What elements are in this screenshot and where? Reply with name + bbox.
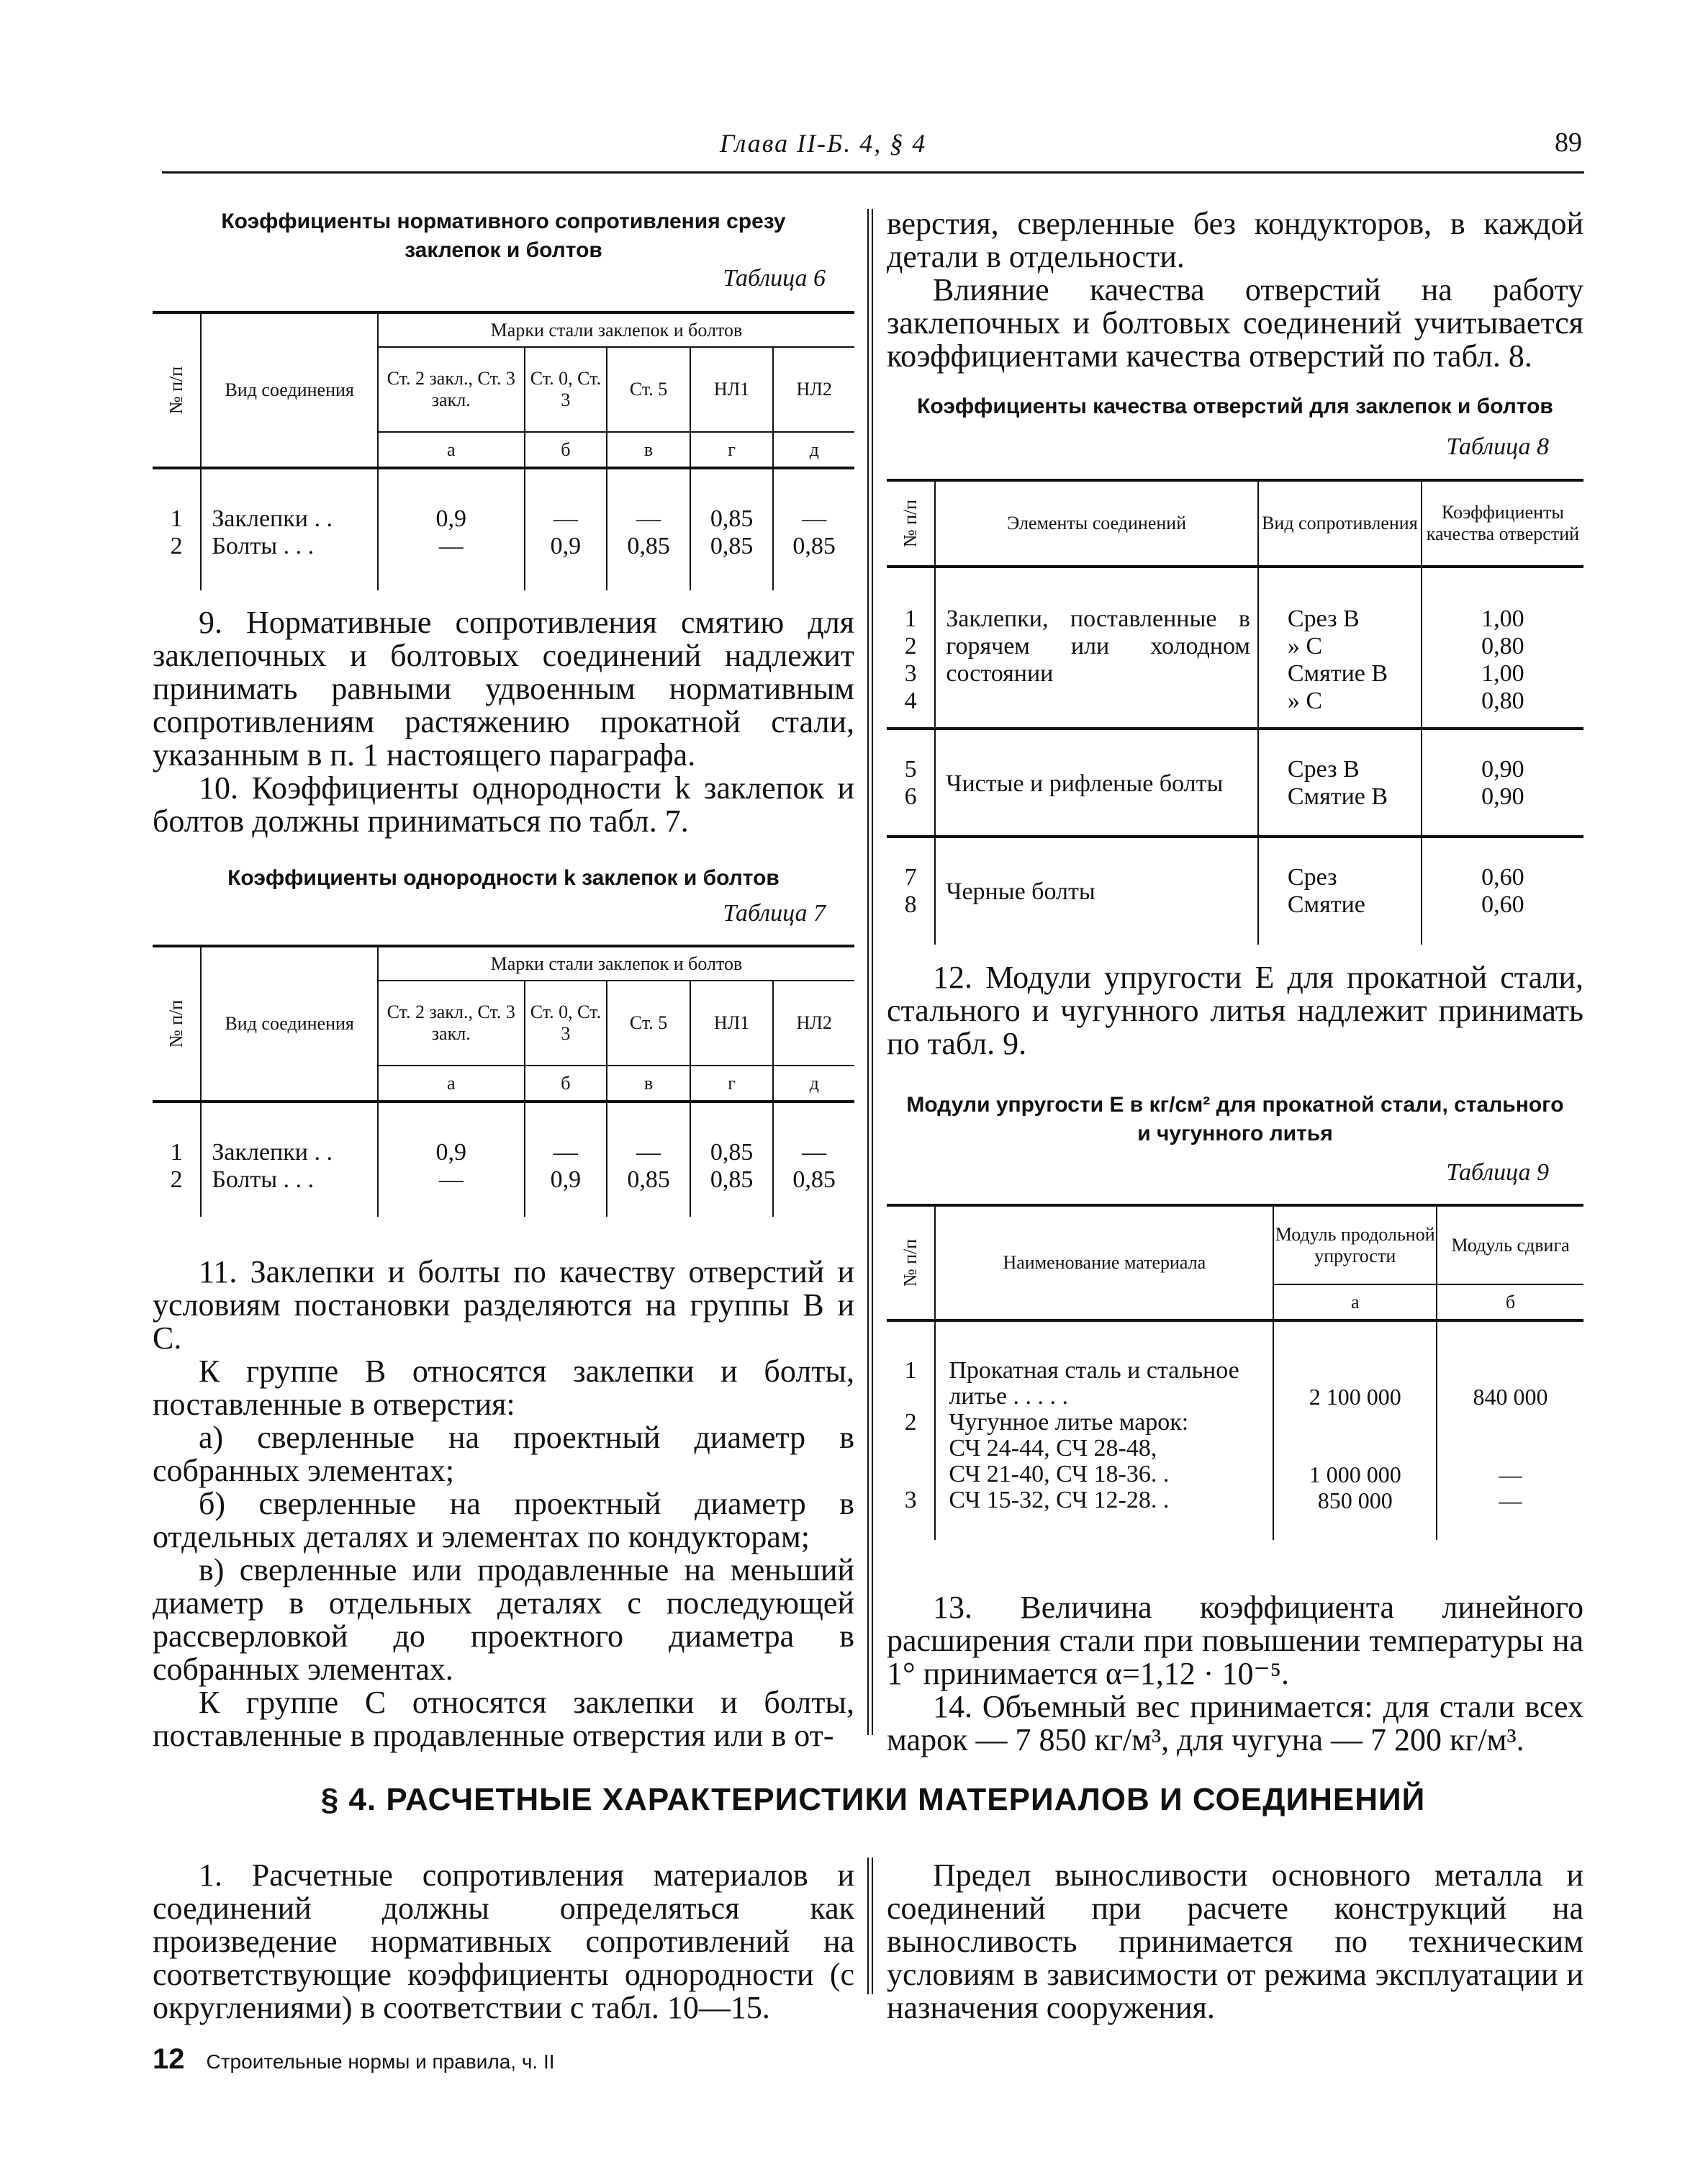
column-divider-bottom — [867, 1857, 873, 1994]
t8-g1-el: Заклепки, поставленные в горячем или холодном состоянии — [935, 567, 1258, 729]
r2-text: Влияние качества отверстий на работу заклепочных и болтовых соединений учитывается коэффициентами качества отверстий по табл. 8. — [887, 272, 1583, 374]
t7-letter-a: а — [378, 1066, 525, 1102]
t6-kinds: Заклепки . . Болты . . . — [201, 468, 378, 590]
t8-col-coef: Коэффициенты качества отверстий — [1422, 480, 1583, 567]
t7-nums: 1 2 — [153, 1102, 201, 1217]
p11-item-c: в) сверленные или продавленные на меньший диаметр в отдельных деталях с последующей рассверловкой до проектного диаметра в собранных элементах. — [153, 1552, 854, 1687]
table6 — [153, 311, 854, 590]
running-head: Глава II-Б. 4, § 4 — [720, 129, 927, 158]
right-paragraph-cont — [887, 207, 1583, 373]
section-title: § 4. РАСЧЕТНЫЕ ХАРАКТЕРИСТИКИ МАТЕРИАЛОВ И СОЕДИНЕНИЙ — [320, 1782, 1426, 1817]
p10-text: 10. Коэффициенты однородности k заклепок и болтов должны приниматься по табл. 7. — [153, 770, 854, 839]
t6-c4: 0,85 0,85 — [690, 468, 774, 590]
t6-letter-d: г — [690, 432, 774, 468]
t7-c4: 0,85 0,85 — [690, 1102, 774, 1217]
t9-nums: 1 2 3 — [887, 1320, 935, 1540]
t7-col-e: НЛ2 — [773, 981, 854, 1066]
section-paragraph-2 — [887, 1859, 1583, 2025]
t6-letter-c: в — [607, 432, 690, 468]
t8-g3-nums: 7 8 — [887, 837, 935, 945]
t9-col-b: Модуль сдвига — [1437, 1205, 1583, 1284]
t7-letter-b: б — [525, 1066, 607, 1102]
t8-g1-kind: Срез В » С Смятие В » С — [1258, 567, 1422, 729]
t9-va: 2 100 000 1 000 000 850 000 — [1273, 1320, 1437, 1540]
table9 — [887, 1204, 1583, 1540]
t9-letter-b: б — [1437, 1284, 1583, 1320]
t8-g2-el: Чистые и рифленые болты — [935, 729, 1258, 837]
t9-col-a: Модуль продольной упругости — [1273, 1205, 1437, 1284]
footer-number: 12 — [153, 2043, 185, 2075]
t8-col-no: № п/п — [887, 480, 935, 567]
table9-number: Таблица 9 — [1446, 1159, 1549, 1186]
table7-number: Таблица 7 — [723, 900, 826, 927]
t7-letter-d: г — [690, 1066, 774, 1102]
t9-names: Прокатная сталь и стальное литье . . . . . Чугунное литье марок: СЧ 24-44, СЧ 28-48, СЧ 21-40, СЧ 18-36. . СЧ 15-32, СЧ 12-28. . — [935, 1320, 1273, 1540]
section-paragraph-1 — [153, 1859, 854, 2025]
table8-caption: Коэффициенты качества отверстий для заклепок и болтов — [917, 395, 1553, 418]
t6-col-c: Ст. 5 — [607, 347, 690, 432]
t7-col-kind: Вид соединения — [201, 946, 378, 1102]
t6-col-kind: Вид соединения — [201, 312, 378, 468]
t7-col-group: Марки стали заклепок и болтов — [378, 946, 854, 981]
t6-c3: — 0,85 — [607, 468, 690, 590]
s2-text: Предел выносливости основного металла и соединений при расчете конструкций на выносливость принимается по техническим условиям в зависимости от режима эксплуатации и назначения сооружения. — [887, 1857, 1583, 2025]
t6-letter-b: б — [525, 432, 607, 468]
footer — [153, 2043, 555, 2076]
t7-col-a: Ст. 2 закл., Ст. 3 закл. — [378, 981, 525, 1066]
t7-c1: 0,9 — — [378, 1102, 525, 1217]
t8-g3-coef: 0,60 0,60 — [1481, 864, 1524, 918]
p11-groupC: К группе С относятся заклепки и болты, поставленные в продавленные отверстия или в от- — [153, 1685, 854, 1753]
t7-c2: — 0,9 — [525, 1102, 607, 1217]
t8-g3-kind: Срез Смятие — [1258, 837, 1422, 945]
t6-c1: 0,9 — — [378, 468, 525, 590]
column-divider — [867, 209, 873, 1735]
t7-col-c: Ст. 5 — [607, 981, 690, 1066]
table9-caption: Модули упругости E в кг/см² для прокатной стали, стального и чугунного литья — [906, 1093, 1564, 1145]
t8-g2-nums: 5 6 — [887, 729, 935, 837]
t7-col-d: НЛ1 — [690, 981, 774, 1066]
t6-c5: — 0,85 — [792, 505, 836, 559]
t7-col-b: Ст. 0, Ст. 3 — [525, 981, 607, 1066]
t6-nums: 1 2 — [153, 468, 201, 590]
t8-g2-kind: Срез В Смятие В — [1258, 729, 1422, 837]
paragraph-12 — [887, 961, 1583, 1061]
t8-g2-coef: 0,90 0,90 — [1422, 729, 1583, 837]
paragraph-13 — [887, 1591, 1583, 1757]
paragraph-9 — [153, 606, 854, 838]
t9-col-name: Наименование материала — [935, 1205, 1273, 1320]
t7-c5: — 0,85 — [792, 1139, 836, 1193]
t6-col-a: Ст. 2 закл., Ст. 3 закл. — [378, 347, 525, 432]
s1-text: 1. Расчетные сопротивления материалов и соединений должны определяться как произведение нормативных сопротивлений на соответствующие коэффициенты однородности (с округлениями) в соответствии с табл. 10—15. — [153, 1857, 854, 2025]
table8 — [887, 479, 1583, 945]
table8-number: Таблица 8 — [1446, 433, 1549, 460]
p13-text: 13. Величина коэффициента линейного расширения стали при повышении температуры на 1° принимается α=1,12 · 10⁻⁵. — [887, 1590, 1583, 1691]
p11-item-a: а) сверленные на проектный диаметр в собранных элементах; — [153, 1420, 854, 1488]
t9-col-no: № п/п — [887, 1205, 935, 1320]
t6-col-b: Ст. 0, Ст. 3 — [525, 347, 607, 432]
r1-text: верстия, сверленные без кондукторов, в каждой детали в отдельности. — [887, 206, 1583, 274]
t8-col-el: Элементы соединений — [935, 480, 1258, 567]
t8-col-kind: Вид сопротивления — [1258, 480, 1422, 567]
t6-col-no: № п/п — [153, 312, 201, 468]
t9-letter-a: а — [1273, 1284, 1437, 1320]
t8-g3-el: Черные болты — [935, 837, 1258, 945]
header-rule — [162, 171, 1584, 174]
p14-text: 14. Объемный вес принимается: для стали всех марок — 7 850 кг/м³, для чугуна — 7 200 кг/м³. — [887, 1689, 1583, 1757]
p11-groupB: К группе В относятся заклепки и болты, поставленные в отверстия: — [153, 1354, 854, 1422]
table6-number: Таблица 6 — [723, 265, 826, 292]
t7-c3: — 0,85 — [607, 1102, 690, 1217]
table7-caption: Коэффициенты однородности k заклепок и болтов — [227, 866, 780, 890]
t6-col-d: НЛ1 — [690, 347, 774, 432]
t6-letter-e: д — [773, 432, 854, 468]
t6-letter-a: а — [378, 432, 525, 468]
p11-text: 11. Заклепки и болты по качеству отверстий и условиям постановки разделяются на группы В и С. — [153, 1254, 854, 1356]
page-number: 89 — [1555, 127, 1582, 158]
t7-col-no: № п/п — [153, 946, 201, 1102]
table7 — [153, 945, 854, 1217]
t8-g1-coef: 1,00 0,80 1,00 0,80 — [1422, 567, 1583, 729]
t7-letter-e: д — [773, 1066, 854, 1102]
t8-g1-nums: 1 2 3 4 — [887, 567, 935, 729]
footer-text: Строительные нормы и правила, ч. II — [206, 2050, 555, 2073]
t6-col-e: НЛ2 — [773, 347, 854, 432]
t7-kinds: Заклепки . . Болты . . . — [201, 1102, 378, 1217]
paragraph-11 — [153, 1256, 854, 1752]
table6-caption: Коэффициенты нормативного сопротивления срезу заклепок и болтов — [221, 210, 786, 262]
t6-c2: — 0,9 — [525, 468, 607, 590]
t9-vb: 840 000 — — — [1473, 1384, 1548, 1513]
t6-col-group: Марки стали заклепок и болтов — [378, 312, 854, 347]
p9-text: 9. Нормативные сопротивления смятию для заклепочных и болтовых соединений надлежит принимать равными удвоенным нормативным сопротивлениям растяжению прокатной стали, указанным в п. 1 настоящего параграфа. — [153, 605, 854, 773]
p11-item-b: б) сверленные на проектный диаметр в отдельных деталях и элементах по кондукторам; — [153, 1486, 854, 1554]
p12-text: 12. Модули упругости E для прокатной стали, стального и чугунного литья надлежит принимать по табл. 9. — [887, 960, 1583, 1061]
t7-letter-c: в — [607, 1066, 690, 1102]
